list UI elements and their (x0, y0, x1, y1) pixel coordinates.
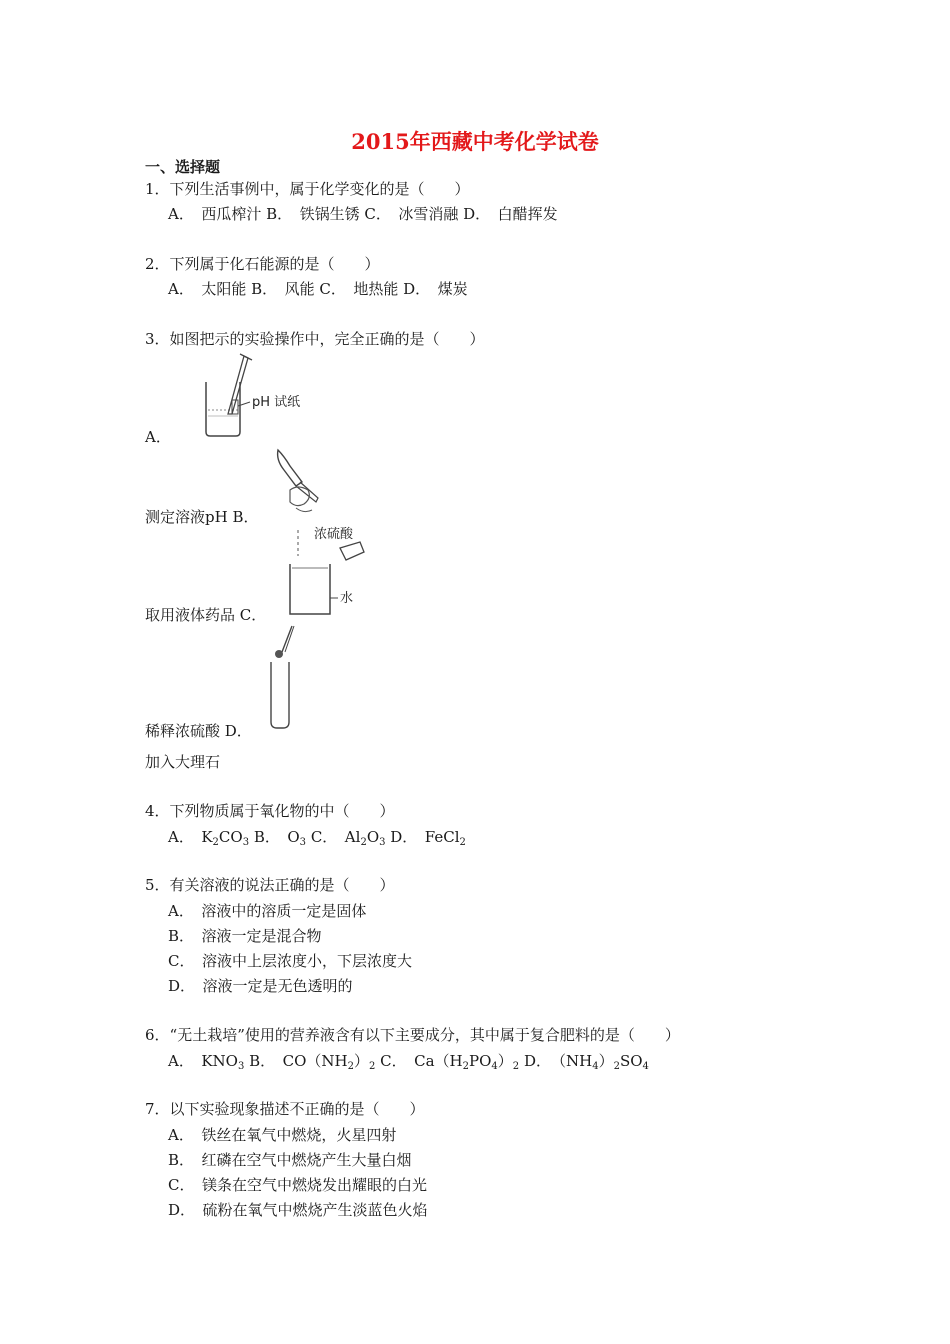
page-title: 2015年西藏中考化学试卷 (351, 129, 599, 154)
question-3-label-c: 取用液体药品 C． (145, 606, 267, 624)
question-4-stem: 4．下列物质属于氧化物的中（ ） (145, 802, 395, 820)
question-4-options: A． $K_2CO_3$ B． $O_3$ C． $Al_2O_3$ D． FeCl$_2$ (168, 828, 466, 848)
question-7-stem: 7．以下实验现象描述不正确的是（ ） (145, 1100, 425, 1118)
question-1-options: A． 西瓜榨汁 B． 铁锅生锈 C． 冰雪消融 D． 白醋挥发 (168, 205, 558, 223)
figure-b-dropper (268, 446, 338, 526)
question-7-option-b: B． 红磷在空气中燃烧产生大量白烟 (168, 1151, 412, 1169)
question-3-stem: 3．如图把示的实验操作中，完全正确的是（ ） (145, 330, 485, 348)
question-7-option-a: A． 铁丝在氧气中燃烧，火星四射 (168, 1126, 397, 1144)
figure-c-dilution (280, 522, 390, 622)
question-1-stem: 1．下列生活事例中，属于化学变化的是（ ） (145, 180, 470, 198)
question-3-label-b: 测定溶液pH B． (145, 508, 259, 526)
question-3-label-d: 稀释浓硫酸 D． (145, 722, 252, 740)
question-7-option-d: D． 硫粉在氧气中燃烧产生淡蓝色火焰 (168, 1201, 428, 1219)
question-5-option-c: C． 溶液中上层浓度小，下层浓度大 (168, 952, 412, 970)
fig-c-acid-label: 浓硫酸 (314, 527, 354, 542)
question-5-option-b: B． 溶液一定是混合物 (168, 927, 322, 945)
question-5-option-d: D． 溶液一定是无色透明的 (168, 977, 353, 995)
question-5-stem: 5．有关溶液的说法正确的是（ ） (145, 876, 395, 894)
question-3-label-a: A． (145, 428, 171, 446)
question-6-options: A． $KNO_3$ B． $CO(NH_2)_2$ C． $Ca(H_2PO_4)_2$ D． $(NH_4)_2SO_4$ (168, 1052, 649, 1072)
question-2-options: A． 太阳能 B． 风能 C． 地热能 D． 煤炭 (168, 280, 468, 298)
section-heading: 一、选择题 (145, 158, 221, 176)
question-3-label-end: 加入大理石 (145, 753, 221, 771)
question-6-stem: 6．“无土栽培”使用的营养液含有以下主要成分，其中属于复合肥料的是（ ） (145, 1026, 680, 1044)
question-2-stem: 2．下列属于化石能源的是（ ） (145, 255, 380, 273)
figure-a-ph-test (198, 350, 308, 440)
fig-c-water-label: 水 (340, 591, 354, 606)
figure-d-test-tube (262, 622, 312, 732)
question-5-option-a: A． 溶液中的溶质一定是固体 (168, 902, 367, 920)
question-7-option-c: C． 镁条在空气中燃烧发出耀眼的白光 (168, 1176, 427, 1194)
fig-a-label: pH 试纸 (252, 395, 301, 410)
